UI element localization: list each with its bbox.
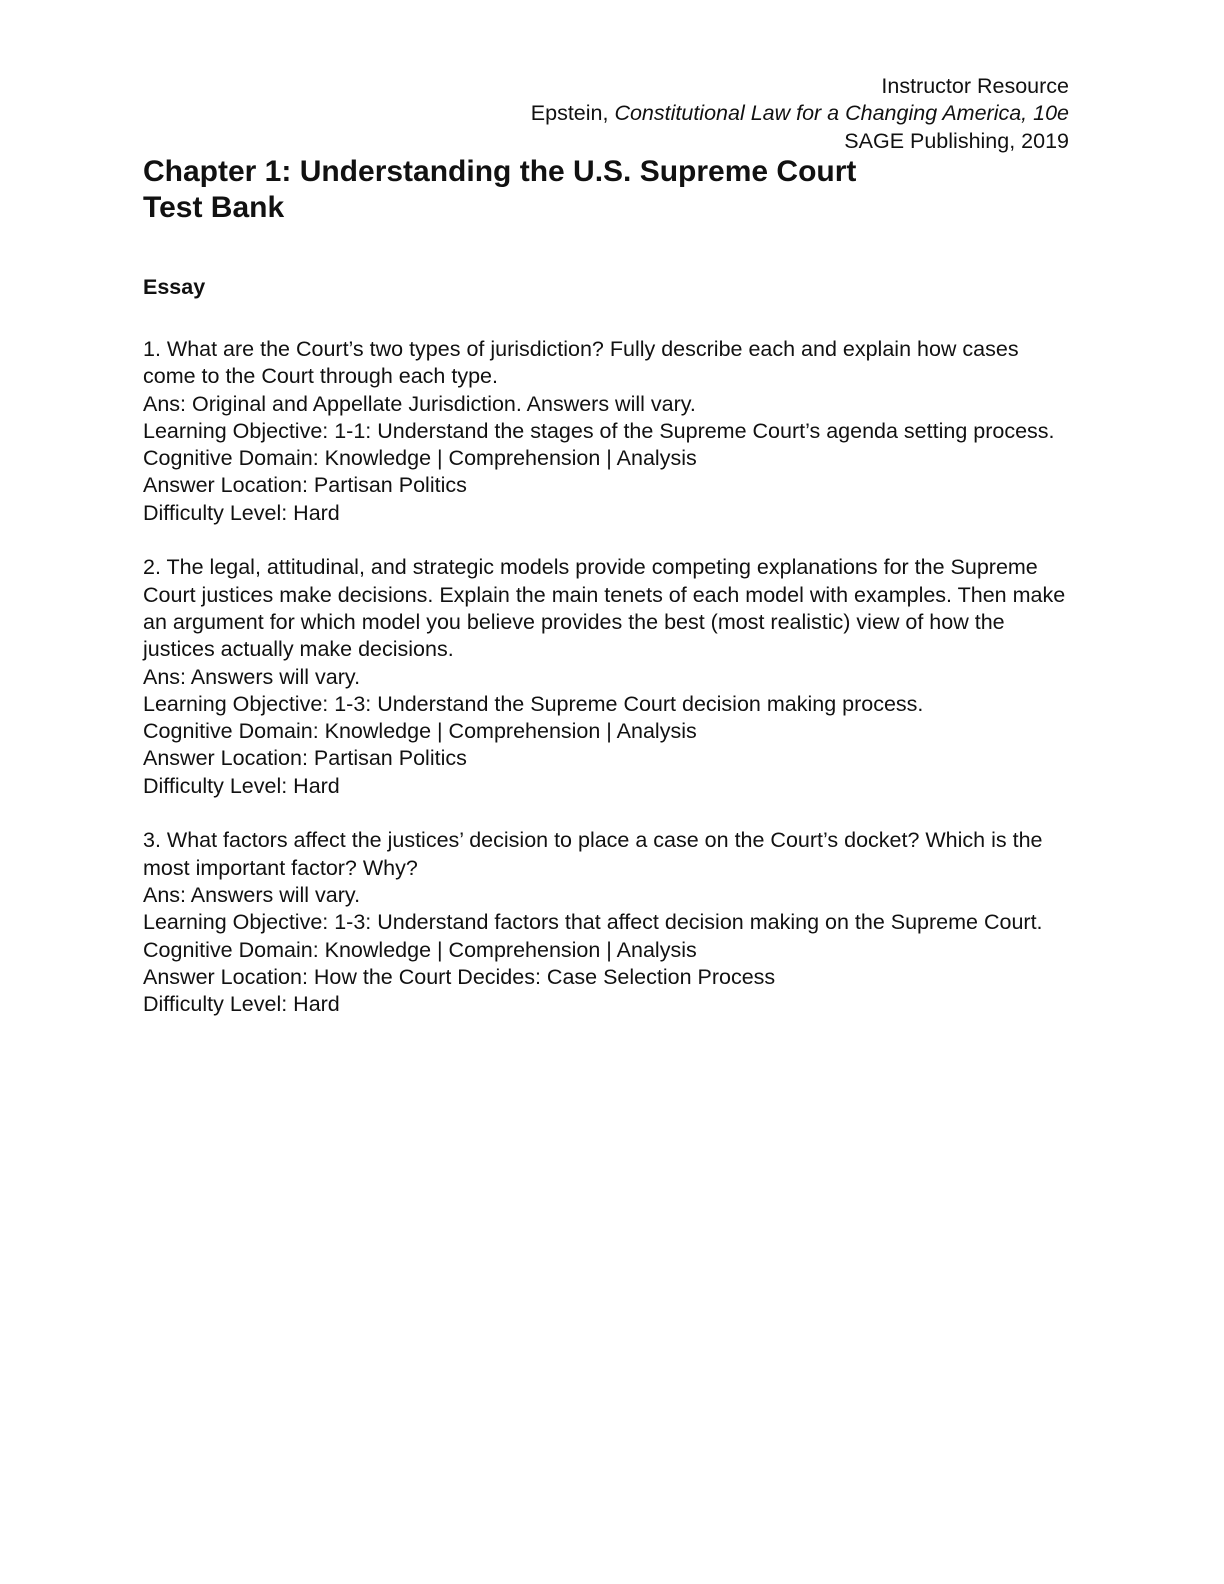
header-resource-label: Instructor Resource	[881, 74, 1069, 98]
learning-objective: Learning Objective: 1-3: Understand factors that affect decision making on the Supreme Court.	[143, 910, 1043, 935]
difficulty-level: Difficulty Level: Hard	[143, 992, 340, 1017]
document-header	[531, 73, 1069, 155]
difficulty-level: Difficulty Level: Hard	[143, 773, 340, 798]
header-book-citation	[531, 100, 1069, 127]
question-text: 3. What factors affect the justices’ decision to place a case on the Court’s docket? Which is the most important factor? Why?	[143, 828, 1043, 880]
question-text: 1. What are the Court’s two types of jurisdiction? Fully describe each and explain how cases come to the Court through each type.	[143, 337, 1019, 389]
answer: Ans: Answers will vary.	[143, 882, 361, 907]
difficulty-level: Difficulty Level: Hard	[143, 500, 340, 525]
answer: Ans: Answers will vary.	[143, 664, 361, 689]
answer: Ans: Original and Appellate Jurisdiction. Answers will vary.	[143, 391, 696, 416]
section-heading-essay: Essay	[143, 275, 206, 299]
answer-location: Answer Location: Partisan Politics	[143, 473, 467, 498]
question-text: 2. The legal, attitudinal, and strategic models provide competing explanations for the Supreme Court justices make decisions. Explain the main tenets of each model with examples. Then make an argument for which model you believe provides the best (most realistic) view of how the justices actually make decisions.	[143, 555, 1066, 662]
question-item	[143, 336, 1075, 527]
cognitive-domain: Cognitive Domain: Knowledge | Comprehension | Analysis	[143, 719, 697, 744]
question-item	[143, 827, 1075, 1018]
question-item	[143, 554, 1075, 800]
test-bank-title: Test Bank	[143, 191, 285, 224]
learning-objective: Learning Objective: 1-1: Understand the stages of the Supreme Court’s agenda setting process.	[143, 418, 1055, 443]
header-publisher: SAGE Publishing, 2019	[844, 128, 1069, 153]
header-book-title: Constitutional Law for a Changing America, 10e	[614, 101, 1069, 126]
learning-objective: Learning Objective: 1-3: Understand the Supreme Court decision making process.	[143, 691, 924, 716]
answer-location: Answer Location: Partisan Politics	[143, 746, 467, 771]
chapter-title: Chapter 1: Understanding the U.S. Supreme Court	[143, 155, 857, 188]
question-list	[143, 336, 1075, 1046]
answer-location: Answer Location: How the Court Decides: Case Selection Process	[143, 964, 776, 989]
page-title	[143, 154, 856, 226]
cognitive-domain: Cognitive Domain: Knowledge | Comprehension | Analysis	[143, 446, 697, 471]
cognitive-domain: Cognitive Domain: Knowledge | Comprehension | Analysis	[143, 937, 697, 962]
header-author: Epstein,	[530, 101, 615, 126]
